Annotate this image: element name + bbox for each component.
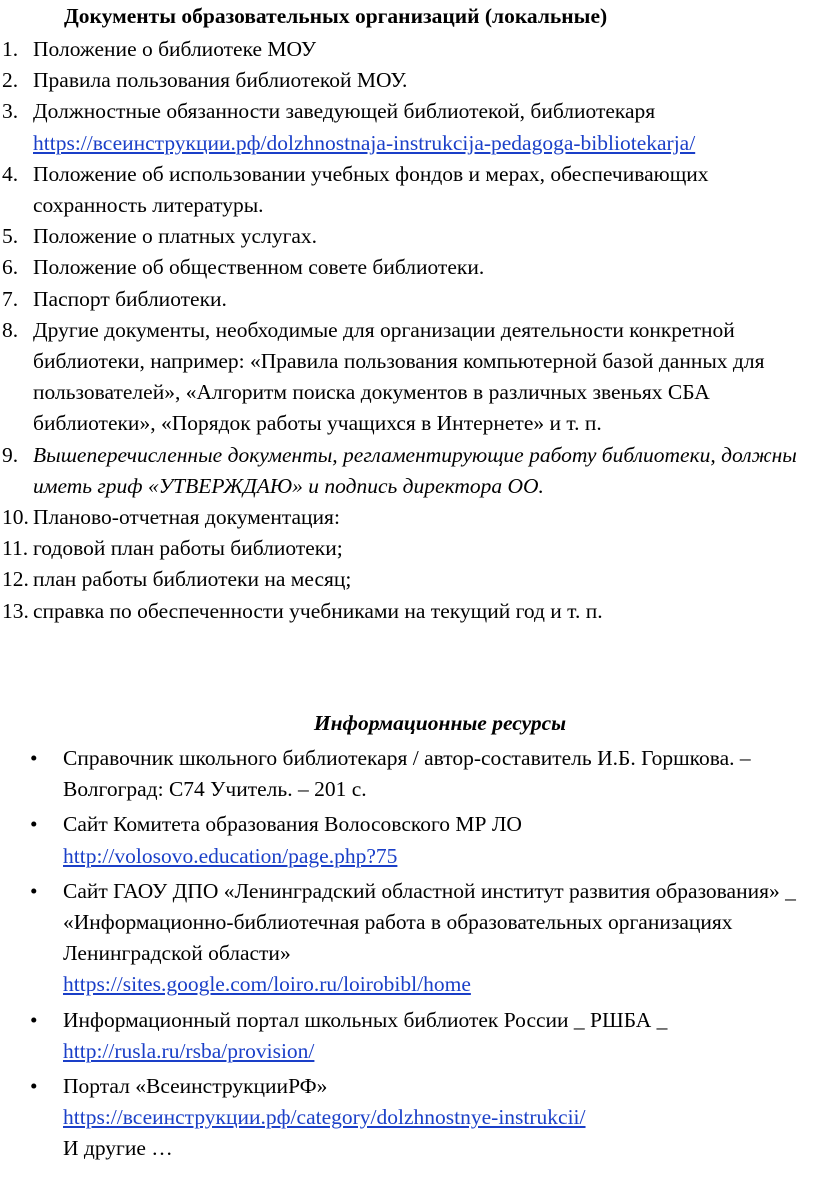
list-item [0,440,816,502]
item-text: Другие документы, необходимые для организации деятельности конкретной библиотеки, например: «Правила пользования компьютерной базой данных для пользователей», «Алгоритм поиска документов в различных звеньях СБА библиотеки», «Порядок работы учащихся в Интернете» и т. п. [33,317,765,436]
item-number: 8. [2,317,19,342]
bullet-icon: • [30,746,38,770]
list-item [0,34,816,65]
item-text: Паспорт библиотеки. [33,286,227,311]
item-text: Положение о библиотеке МОУ [33,37,317,61]
others-text: И другие … [63,1136,173,1161]
item-number: 10. [2,505,29,530]
list-item [0,533,816,564]
bullet-icon: • [30,878,38,903]
resources-list [0,743,816,1169]
item-number: 7. [2,286,19,311]
item-number: 2. [2,68,19,93]
job-description-link[interactable]: https://всеинструкции.рф/dolzhnostnaja-instrukcija-pedagoga-bibliotekarja/ [33,130,696,155]
volosovo-link[interactable]: http://volosovo.education/page.php?75 [63,843,398,868]
list-item [0,96,816,158]
item-number: 9. [2,442,19,467]
item-text: план работы библиотеки на месяц; [33,567,352,592]
item-number: 11. [2,536,29,561]
resource-item [0,876,816,1001]
numbered-list [0,34,816,627]
resource-text: Сайт Комитета образования Волосовского МР ЛО [63,812,522,837]
resource-text: Информационный портал школьных библиотек России _ РШБА _ [63,1007,668,1032]
document-title: Документы образовательных организаций (локальные) [64,4,608,28]
resource-item [0,1071,816,1165]
rusla-link[interactable]: http://rusla.ru/rsba/provision/ [63,1038,315,1063]
item-number: 13. [2,598,29,623]
loiro-link[interactable]: https://sites.google.com/loiro.ru/loirobibl/home [63,972,471,997]
resource-text: Справочник школьного библиотекаря / автор-составитель И.Б. Горшкова. – Волгоград: С74 Учитель. – 201 с. [63,746,751,802]
bullet-icon: • [30,1007,38,1032]
resource-text: Портал «ВсеинструкцииРФ» [63,1074,328,1099]
item-text-italic: Вышеперечисленные документы, регламентирующие работу библиотеки, должны иметь гриф «УТВЕРЖДАЮ» и подпись директора ОО. [33,442,797,498]
list-item [0,221,816,252]
item-number: 5. [2,224,19,249]
list-item [0,596,816,627]
resource-item [0,743,816,805]
resources-heading: Информационные ресурсы [313,711,567,735]
resource-text: Сайт ГАОУ ДПО «Ленинградский областной институт развития образования» _ «Информационно-библиотечная работа в образовательных организациях Ленинградской области» [63,878,796,966]
item-text: Положение об использовании учебных фондов и мерах, обеспечивающих сохранность литературы. [33,161,709,218]
item-number: 3. [2,99,19,124]
list-item [0,159,816,221]
resource-item [0,1005,816,1067]
vseinstrukcii-link[interactable]: https://всеинструкции.рф/category/dolzhnostnye-instrukcii/ [63,1105,586,1130]
item-number: 1. [2,37,19,61]
item-text: Планово-отчетная документация: [33,505,340,530]
item-number: 4. [2,161,19,186]
item-text: справка по обеспеченности учебниками на текущий год и т. п. [33,598,603,623]
bullet-icon: • [30,812,38,837]
item-number: 12. [2,567,29,592]
list-item [0,252,816,283]
list-item [0,564,816,595]
list-item [0,65,816,96]
item-text: годовой план работы библиотеки; [33,536,343,561]
item-number: 6. [2,255,19,280]
item-text: Положение об общественном совете библиотеки. [33,255,485,280]
list-item [0,502,816,533]
list-item [0,315,816,440]
item-text: Положение о платных услугах. [33,224,318,249]
bullet-icon: • [30,1074,38,1099]
item-text: Правила пользования библиотекой МОУ. [33,68,408,93]
resource-item [0,809,816,871]
list-item [0,284,816,315]
item-text: Должностные обязанности заведующей библиотекой, библиотекаря [33,99,656,124]
